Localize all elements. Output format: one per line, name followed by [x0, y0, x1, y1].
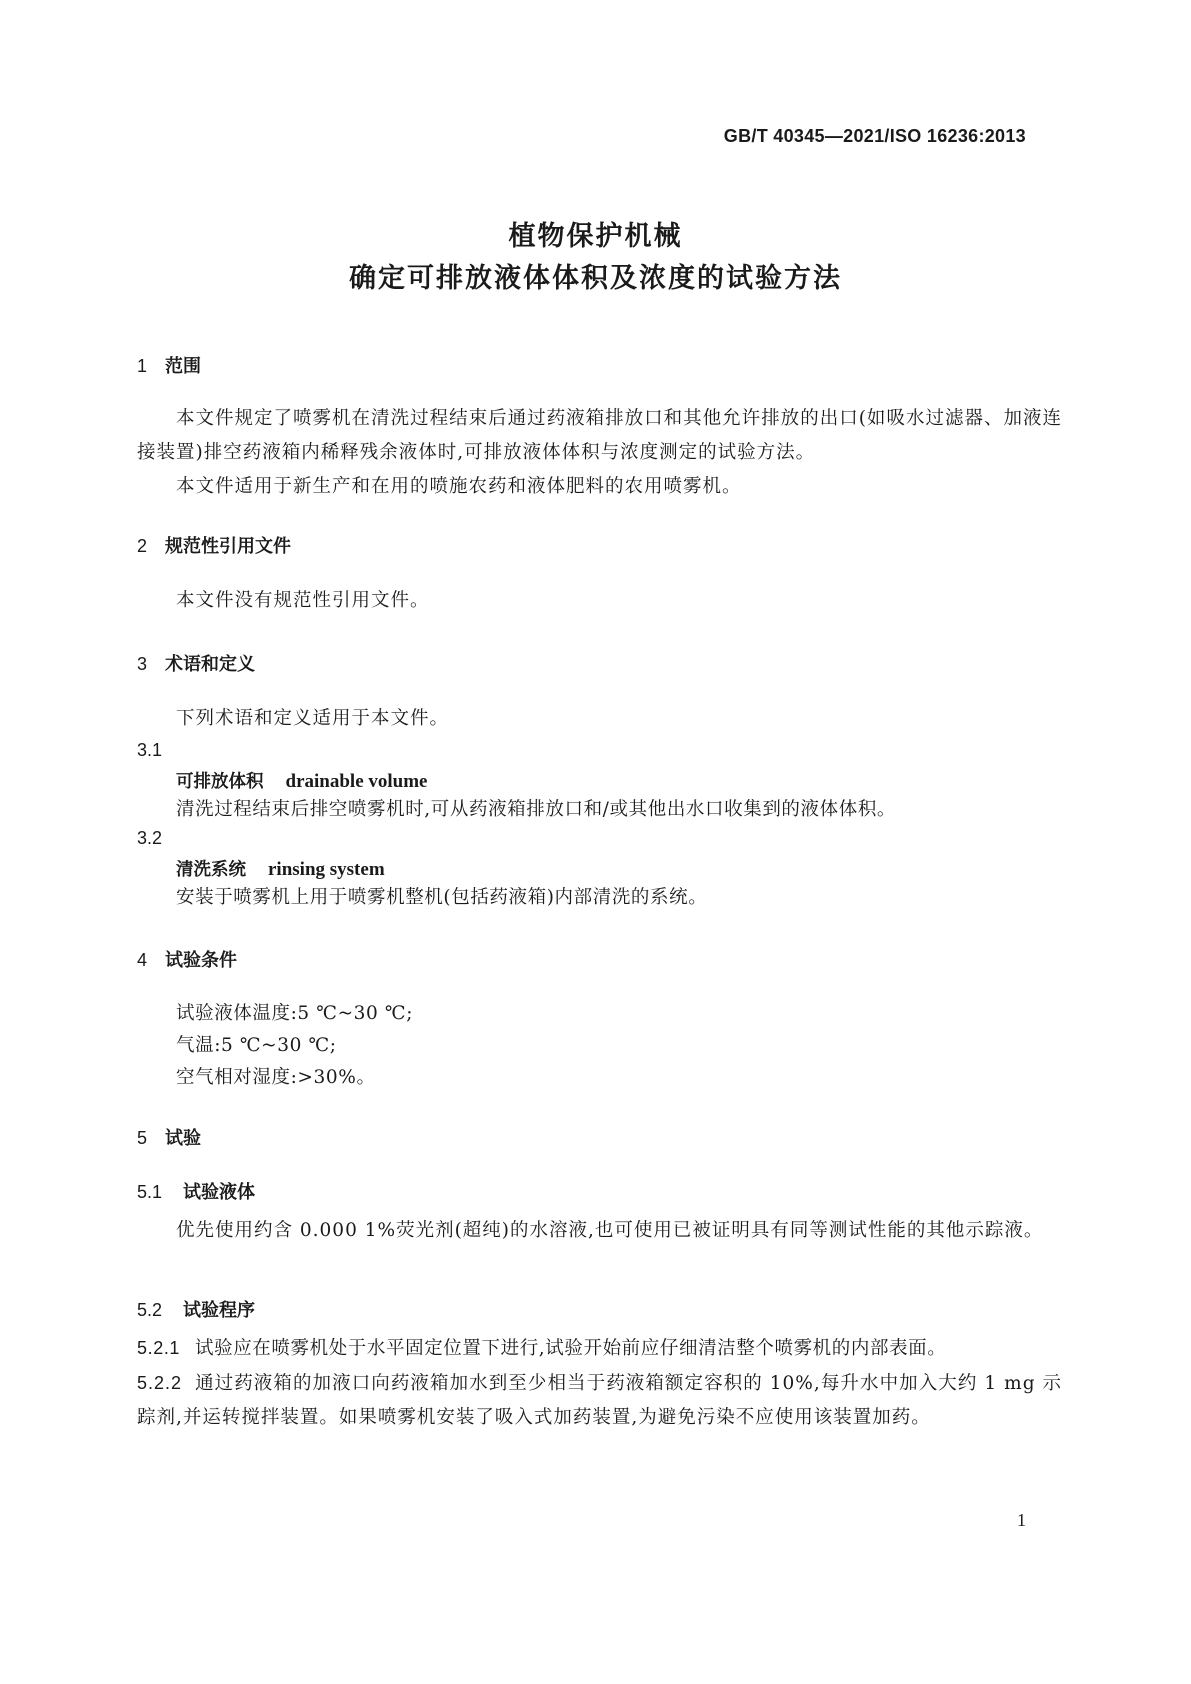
section-1-paragraph-2: 本文件适用于新生产和在用的喷施农药和液体肥料的农用喷雾机。 [176, 476, 742, 497]
term-3-1-number: 3.1 [137, 740, 163, 760]
section-2-paragraph-1: 本文件没有规范性引用文件。 [176, 590, 430, 611]
condition-liquid-temperature: 试验液体温度:5 ℃~30 ℃; [176, 1003, 414, 1024]
section-5-1-number: 5.1 [137, 1182, 163, 1202]
term-3-1-chinese: 可排放体积 [176, 772, 264, 792]
section-5-1-paragraph-1: 优先使用约含 0.000 1%荧光剂(超纯)的水溶液,也可使用已被证明具有同等测试性能的其他示踪液。 [176, 1220, 1044, 1241]
section-5-heading [137, 1124, 201, 1150]
section-4-title: 试验条件 [165, 950, 237, 971]
title-line-1: 植物保护机械 [508, 221, 683, 252]
clause-5-2-1-number: 5.2.1 [137, 1338, 181, 1358]
section-3-heading [137, 650, 255, 676]
section-1-title: 范围 [165, 356, 201, 377]
section-1-paragraph-1: 本文件规定了喷雾机在清洗过程结束后通过药液箱排放口和其他允许排放的出口(如吸水过滤器、加液连接装置)排空药液箱内稀释残余液体时,可排放液体体积与浓度测定的试验方法。 [137, 408, 1062, 463]
section-2-number: 2 [137, 536, 148, 556]
clause-5-2-2-number: 5.2.2 [137, 1373, 183, 1393]
section-5-number: 5 [137, 1128, 148, 1148]
section-3-number: 3 [137, 654, 148, 674]
section-5-2-title: 试验程序 [183, 1300, 255, 1321]
section-4-heading [137, 946, 237, 972]
section-2-title: 规范性引用文件 [165, 536, 291, 557]
term-3-1 [176, 768, 427, 793]
section-5-1-heading [137, 1178, 255, 1204]
section-1-heading [137, 352, 201, 378]
section-5-2-heading [137, 1296, 255, 1322]
section-3-paragraph-1: 下列术语和定义适用于本文件。 [176, 708, 450, 729]
clause-5-2-2 [137, 1366, 1062, 1435]
section-5-2-number: 5.2 [137, 1300, 163, 1320]
section-3-title: 术语和定义 [165, 654, 255, 675]
page-number: 1 [1017, 1510, 1026, 1530]
section-5-title: 试验 [165, 1128, 201, 1149]
clause-5-2-2-text: 通过药液箱的加液口向药液箱加水到至少相当于药液箱额定容积的 10%,每升水中加入大约 1 mg 示踪剂,并运转搅拌装置。如果喷雾机安装了吸入式加药装置,为避免污染不应使用该装置加药。 [137, 1373, 1062, 1428]
clause-5-2-1-text: 试验应在喷雾机处于水平固定位置下进行,试验开始前应仔细清洁整个喷雾机的内部表面。 [195, 1338, 947, 1359]
term-3-2-number: 3.2 [137, 828, 163, 848]
term-3-2-chinese: 清洗系统 [176, 860, 246, 880]
standard-code: GB/T 40345—2021/ISO 16236:2013 [723, 126, 1026, 146]
title-line-2: 确定可排放液体体积及浓度的试验方法 [349, 263, 842, 294]
section-1-number: 1 [137, 356, 148, 376]
condition-air-temperature: 气温:5 ℃~30 ℃; [176, 1035, 337, 1056]
section-5-1-title: 试验液体 [183, 1182, 255, 1203]
term-3-1-definition: 清洗过程结束后排空喷雾机时,可从药液箱排放口和/或其他出水口收集到的液体体积。 [176, 799, 897, 820]
clause-5-2-1 [137, 1332, 946, 1365]
term-3-2-english: rinsing system [268, 859, 385, 880]
section-4-number: 4 [137, 950, 148, 970]
condition-humidity: 空气相对湿度:>30%。 [176, 1067, 376, 1088]
term-3-1-english: drainable volume [285, 771, 428, 792]
term-3-2-definition: 安装于喷雾机上用于喷雾机整机(包括药液箱)内部清洗的系统。 [176, 887, 708, 908]
term-3-2 [176, 856, 385, 881]
section-2-heading [137, 532, 291, 558]
